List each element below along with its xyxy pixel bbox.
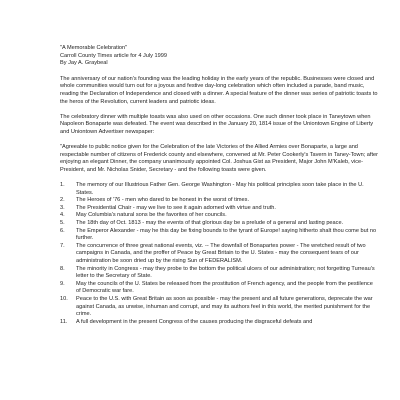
toast-number: 3. xyxy=(60,204,65,211)
toast-item xyxy=(60,182,378,197)
toast-number: 6. xyxy=(60,227,65,234)
toast-text: The minority in Congress - may they probe to the bottom the political ulcers of our administration; not forgetting Turreau's letter to the Secretary of State. xyxy=(76,265,375,280)
toast-number: 2. xyxy=(60,197,65,204)
toast-item xyxy=(60,296,378,319)
article-source: Carroll County Times article for 4 July 1999 xyxy=(60,52,167,59)
toast-text: The memory of our Illustrious Father Gen. George Washington - May his political principles soon take place in the U. States. xyxy=(76,182,364,196)
article-author: By Jay A. Graybeal xyxy=(60,60,108,67)
toast-item xyxy=(60,281,378,296)
toast-item xyxy=(60,319,378,327)
toast-item xyxy=(60,212,378,220)
toast-number: 4. xyxy=(60,212,65,219)
toast-text: May Columbia's natural sons be the favorites of her councils. xyxy=(76,212,227,219)
toast-text: Peace to the U.S. with Great Britain as soon as possible - may the present and all future generations, deprecate the war against Canada, as unwise, inhuman and corrupt, and may its authors feel in this world, the merited punishment for the crime. xyxy=(76,296,373,318)
toast-number: 8. xyxy=(60,265,65,272)
toast-number: 10. xyxy=(60,296,68,302)
toast-number: 5. xyxy=(60,220,65,227)
paragraph-intro: The anniversary of our nation's founding was the leading holiday in the early years of the republic. Businesses were closed and whole communities would turn out for a joyous and festive day-long celebration which often included a parade, band music, reading the Declaration of Independence and closed with a dinner. A special feature of the dinner was series of patriotic toasts to the heros of the Revolution, current leaders and patriotic ideas. xyxy=(60,75,378,105)
toast-text: The Presidential Chair - may we live to see it again adorned with virtue and truth. xyxy=(76,204,276,211)
toast-text: The concurrence of three great national events, viz. -- The downfall of Bonapartes power - The wretched result of two campaigns in Canada, and the proffer of Peace by Great Britain to the U. States - may the consequent tears of our administration be soon dried up by the rising Sun of FEDERALISM. xyxy=(76,242,366,265)
toast-text: The Emperor Alexander - may he this day be fixing bounds to the tyrant of Europe! saying hitherto shalt thou come but no further. xyxy=(76,227,377,242)
article-title: "A Memorable Celebration" xyxy=(60,45,128,51)
toast-item xyxy=(60,266,378,281)
toast-item xyxy=(60,220,378,228)
toast-number: 9. xyxy=(60,280,65,287)
toast-item xyxy=(60,228,378,243)
toast-list xyxy=(60,182,378,326)
toast-text: A full development in the present Congress of the causes producing the disgraceful defeats and xyxy=(76,318,313,325)
paragraph-quote: "Agreeable to public notice given for the Celebration of the late Victories of the Allied Armies over Bonaparte, a large and respectable number of citizens of Frederick county and elsewhere, convened at Mr. Peter Cookerly's Tavern in Taney-Town; after enjoying an elegant Dinner, the company unanimously appointed Col. Joshua Gist as President, Major John M'Kaleb, vice-President, and Mr. Nicholas Snider, Secretary - and the following toasts were given. xyxy=(60,144,378,173)
toast-item xyxy=(60,197,378,205)
toast-text: May the councils of the U. States be released from the prostitution of French agency, and the people from the pestilence of Democratic war fare. xyxy=(76,280,373,295)
toast-number: 11. xyxy=(60,318,68,325)
document-body xyxy=(60,45,378,326)
paragraph-dinner: The celebratory dinner with multiple toasts was also used on other occasions. One such dinner took place in Taneytown when Napoleon Bonaparte was defeated. The event was described in the January 20, 1814 issue of the Uniontown Engine of Liberty and Uniontown Advertiser newspaper: xyxy=(60,113,374,135)
toast-text: The Heroes of '76 - men who dared to be honest in the worst of times. xyxy=(76,197,250,204)
toast-number: 7. xyxy=(60,242,65,249)
toast-text: The 18th day of Oct. 1813 - may the events of that glorious day be a prelude of a general and lasting peace. xyxy=(76,220,344,227)
toast-item xyxy=(60,243,378,266)
toast-item xyxy=(60,205,378,213)
article-header xyxy=(60,45,378,68)
toast-number: 1. xyxy=(60,182,65,189)
